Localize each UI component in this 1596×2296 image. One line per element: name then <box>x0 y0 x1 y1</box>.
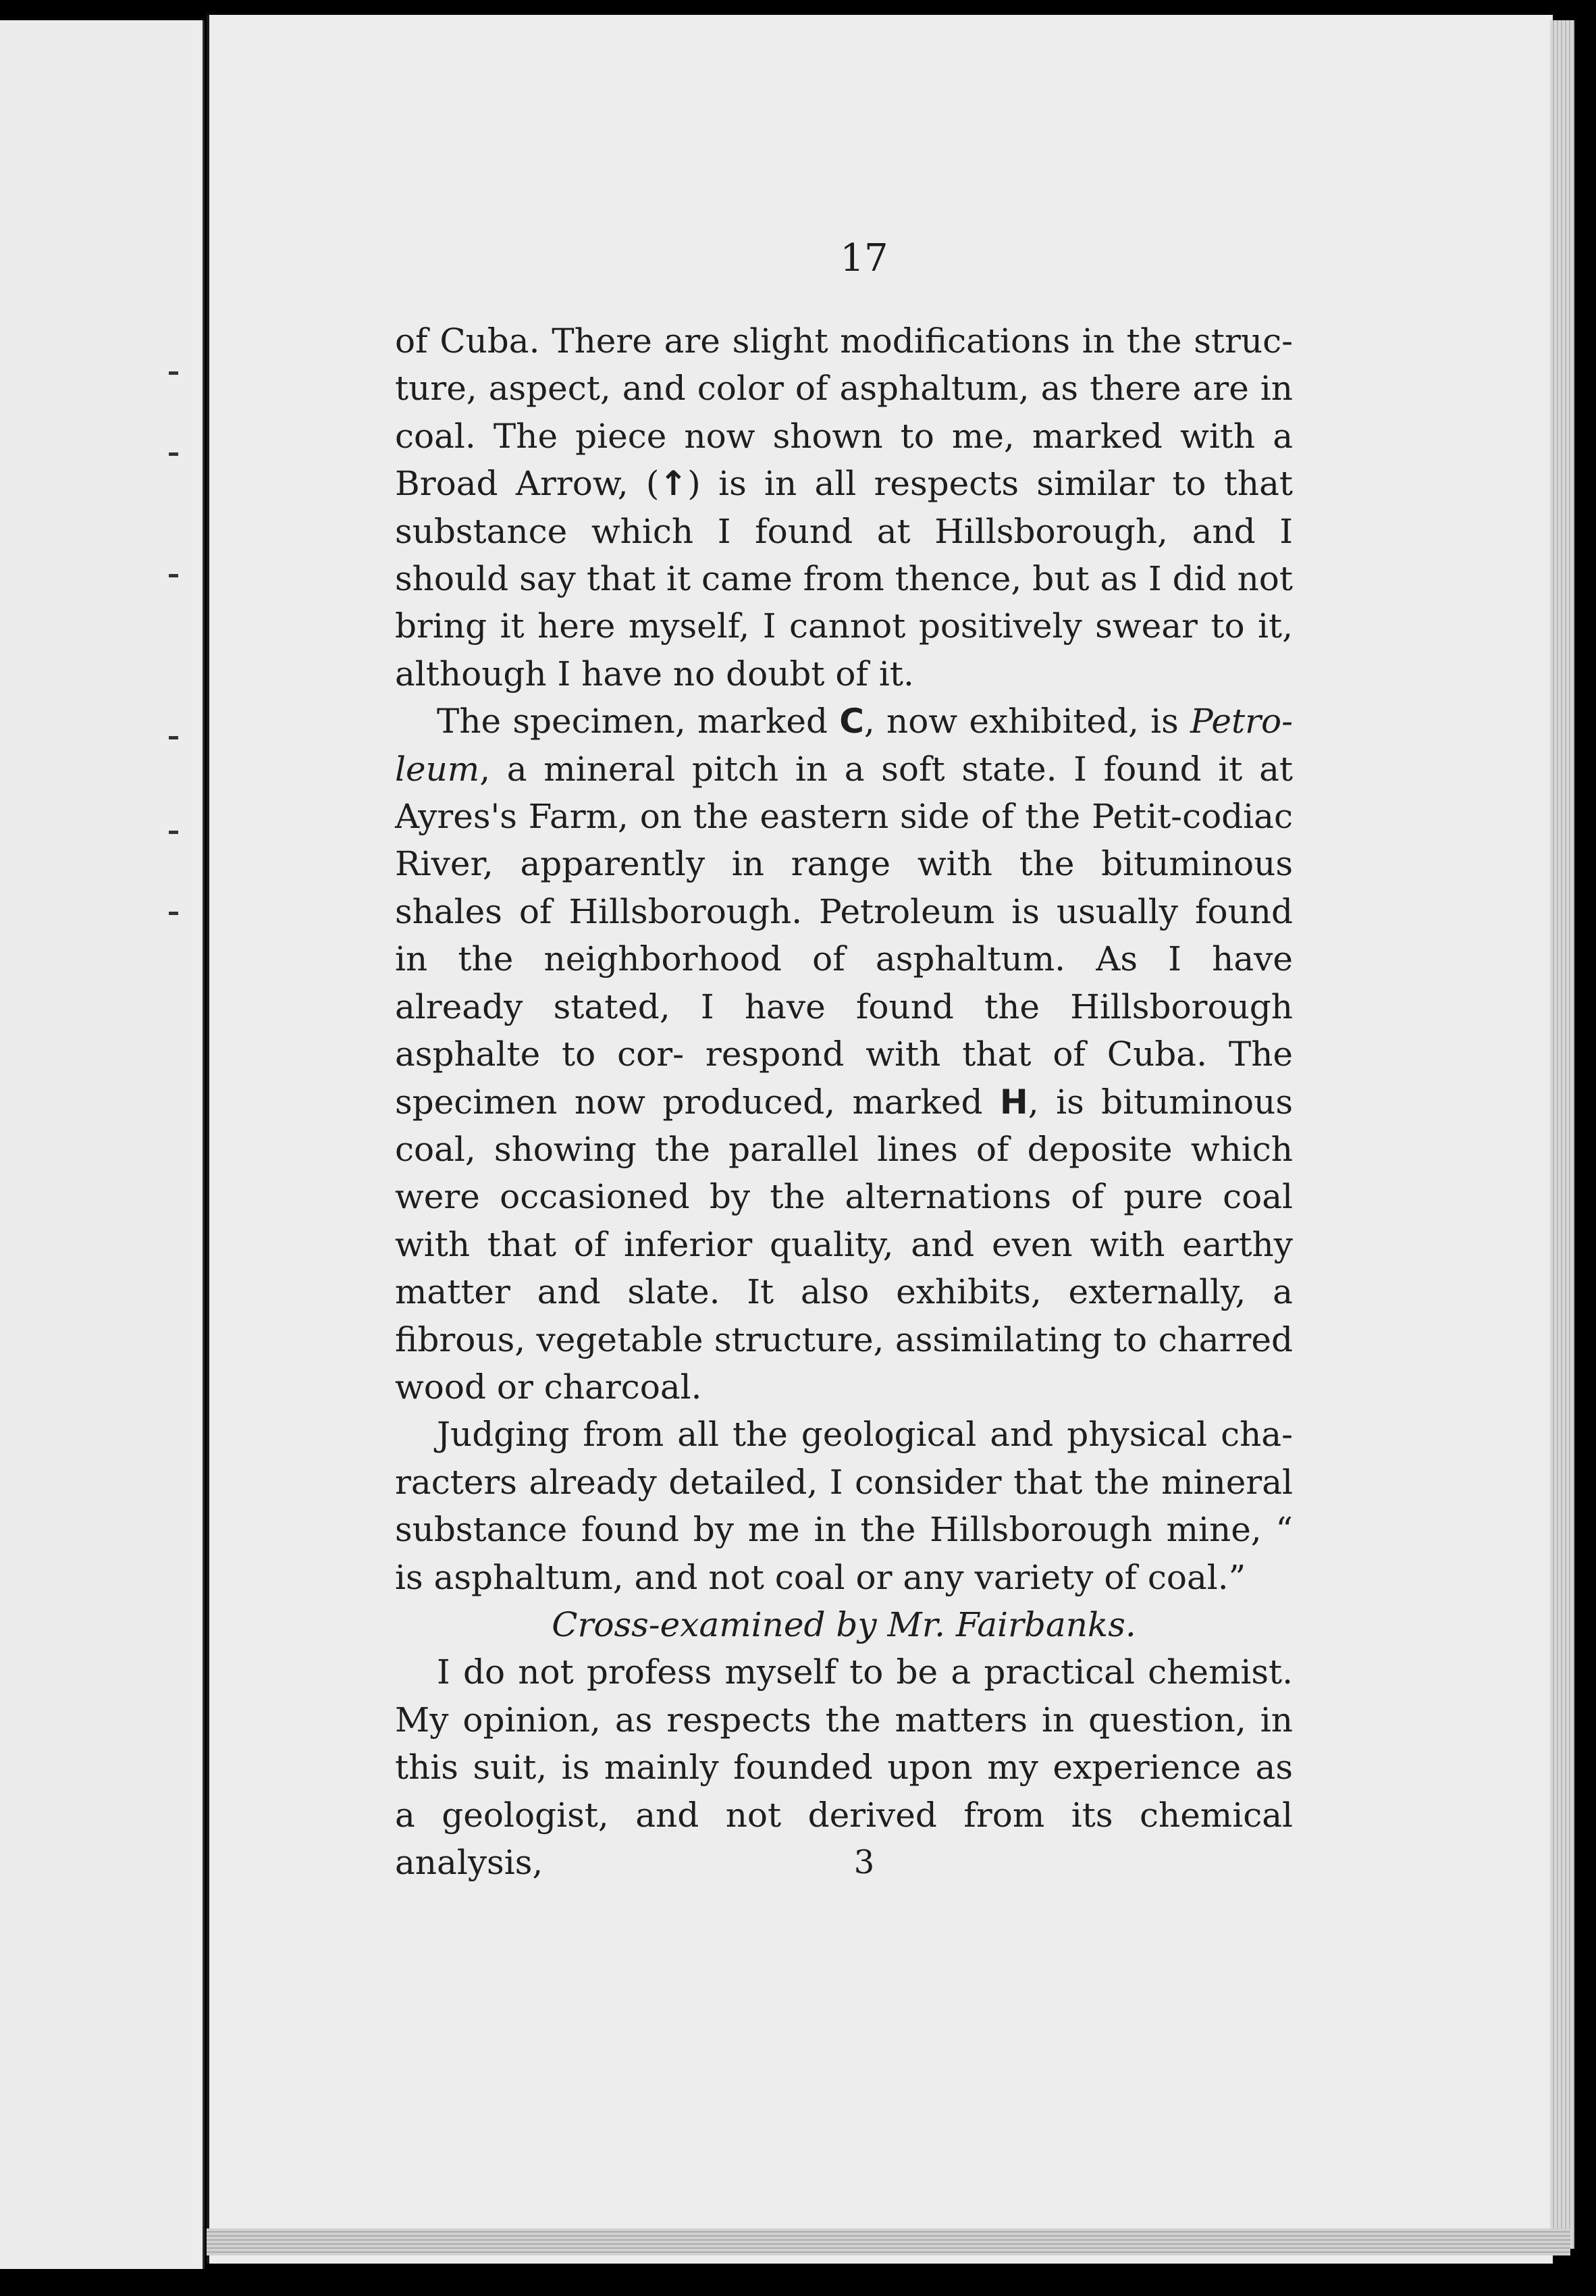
text-line: Broad Arrow, ( <box>395 464 660 504</box>
text-line: produced, marked <box>662 1082 1000 1122</box>
text-line: , is bituminous coal, showing the <box>395 1082 1293 1169</box>
text-line: parallel lines of deposite which were occasioned by <box>395 1129 1293 1217</box>
text-line: I have no doubt of it. <box>557 654 914 694</box>
text-line: respond with that of Cuba. The specimen now <box>395 1035 1293 1122</box>
text-line: say that it came from thence, but as I did not bring <box>395 559 1293 646</box>
left-page-edge <box>0 20 205 2269</box>
text-line: stated, I have found the Hillsborough asphalte to cor- <box>395 987 1293 1074</box>
text-line: geologist, and not derived from its chemical analysis, <box>395 1795 1293 1882</box>
text-line: , a mineral pitch in a soft state. I found it at <box>479 749 1293 789</box>
page-number: 17 <box>840 236 888 280</box>
text-line: shales of Hillsborough. Petroleum is usually found <box>395 891 1293 931</box>
text-line: Ayres's Farm, on the eastern side of the Petit-codiac <box>395 797 1293 837</box>
text-line: of Cuba. There are slight modifications in the struc- <box>395 321 1293 361</box>
broad-arrow-icon: ↑ <box>659 464 688 504</box>
text-line: substance which I found at Hillsborough, and I should <box>395 511 1293 599</box>
paragraph-2 <box>395 698 1293 1411</box>
text-line: substance found by me in the Hillsborough mine, <box>395 1510 1262 1550</box>
specimen-mark-h: H <box>999 1082 1028 1122</box>
text-line: River, apparently in range with the bituminous <box>395 844 1293 884</box>
body-text <box>395 317 1293 1886</box>
margin-mark <box>169 371 178 375</box>
margin-mark <box>169 452 178 456</box>
italic-term: Petro- <box>1190 702 1293 741</box>
text-line: the alternations of pure coal with that of inferior <box>395 1177 1293 1264</box>
text-line: Judging from all the geological and physical cha- <box>437 1415 1293 1455</box>
paragraph-3 <box>395 1411 1293 1601</box>
text-line: My opinion, as respects the matters in question, in <box>395 1700 1293 1740</box>
text-line: in the neighborhood of asphaltum. As I have already <box>395 939 1293 1026</box>
page-stack-edge <box>1550 20 1574 2249</box>
text-line: The specimen, marked <box>437 702 840 741</box>
text-line: racters already detailed, I consider that the mineral <box>395 1462 1293 1502</box>
text-line: I do not profess myself to be a practical chemist. <box>437 1652 1293 1692</box>
signature-mark: 3 <box>853 1844 875 1881</box>
page-bottom-edge <box>207 2228 1570 2255</box>
margin-mark <box>169 736 178 739</box>
text-line: ture, aspect, and color of asphaltum, as there are in <box>395 369 1293 409</box>
cross-examination-heading: Cross-examined by Mr. Fairbanks. <box>552 1604 1136 1644</box>
text-line: this suit, is mainly founded upon my experience as a <box>395 1748 1293 1835</box>
margin-mark <box>169 912 178 915</box>
paragraph-1 <box>395 317 1293 698</box>
text-line: it here myself, I cannot positively swear to it, although <box>395 606 1293 694</box>
text-line: also exhibits, externally, a fibrous, vegetable structure, <box>395 1272 1293 1359</box>
text-line: , now exhibited, is <box>863 702 1191 741</box>
specimen-mark-c: C <box>839 702 864 741</box>
italic-term: leum <box>395 749 480 789</box>
text-line: “ is asphaltum, and not coal or any variety of coal.” <box>395 1510 1293 1597</box>
margin-mark <box>169 574 178 577</box>
text-line: assimilating to charred wood or charcoal. <box>395 1320 1293 1407</box>
text-line: coal. The piece now shown to me, marked with a <box>395 416 1293 456</box>
text-line: quality, and even with earthy matter and slate. It <box>395 1224 1293 1312</box>
text-line: ) is in all respects similar to that <box>687 464 1293 504</box>
margin-mark <box>169 831 178 834</box>
